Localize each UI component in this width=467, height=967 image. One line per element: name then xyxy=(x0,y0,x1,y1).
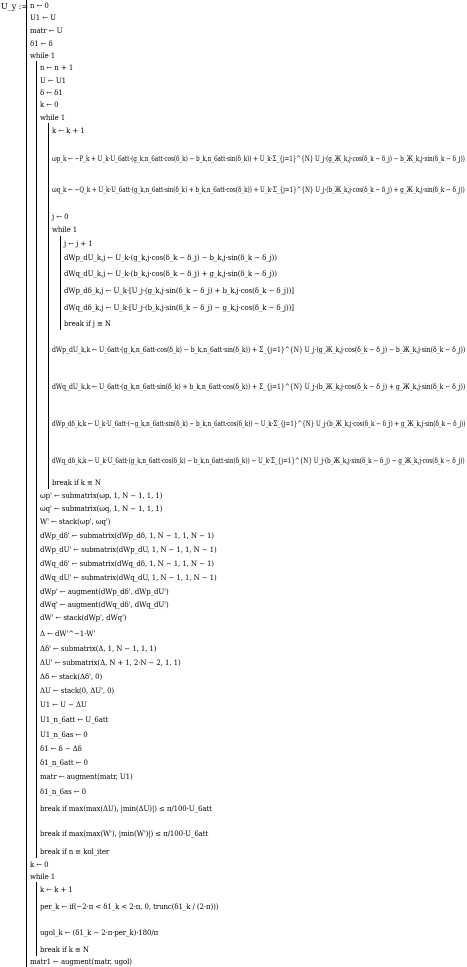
worksheet-line: break if max(max(ΔU), |min(ΔU)|) ≤ π/100·U_6att xyxy=(40,805,212,813)
worksheet-line: while 1 xyxy=(52,226,78,234)
worksheet-line: while 1 xyxy=(40,114,66,122)
worksheet-line: matr1 ← augment(matr, ugol) xyxy=(30,958,132,966)
worksheet-line: dWq_dδ_k,k ← U_k·U_6att·(g_k,n_6att·cos(δ_k) − b_k,n_6att·sin(δ_k)) − U_k·Σ_{j=1}^{N} U_j·(b_Ж_k,j·sin(δ_k − δ_j) − g_Ж_k,j·cos(δ_k − δ_j)) xyxy=(52,457,465,465)
worksheet-line: ωp_k ← −P_k + U_k·U_6att·(g_k,n_6att·cos(δ_k) − b_k,n_6att·sin(δ_k)) + U_k·Σ_{j=1}^{N} U_j·(g_Ж_k,j·cos(δ_k − δ_j) − b_Ж_k,j·sin(δ_k − δ_j)) xyxy=(52,155,465,163)
worksheet-line: break if n ≡ kol_iter xyxy=(40,848,110,856)
worksheet-line: n ← n + 1 xyxy=(40,64,74,72)
worksheet-line: while 1 xyxy=(30,873,56,881)
worksheet-line: dWq_dU_k,j ← U_k·(b_k,j·cos(δ_k − δ_j) + g_k,j·sin(δ_k − δ_j)) xyxy=(64,270,277,278)
worksheet-line: dWp_dU_k,j ← U_k·(g_k,j·cos(δ_k − δ_j) − b_k,j·sin(δ_k − δ_j)) xyxy=(64,254,277,262)
worksheet-line: Δδ' ← submatrix(Δ, 1, N − 1, 1, 1) xyxy=(40,645,157,653)
worksheet-line: dWp_dδ' ← submatrix(dWp_dδ, 1, N − 1, 1, N − 1) xyxy=(40,532,214,540)
worksheet-line: U1 ← U − ΔU xyxy=(40,701,87,709)
worksheet-line: break if k ≡ N xyxy=(40,946,89,954)
worksheet-line: dWq_dU_k,k ← U_6att·(g_k,n_6att·sin(δ_k) + b_k,n_6att·cos(δ_k)) + Σ_{j=1}^{N} U_j·(b_Ж_k,j·cos(δ_k − δ_j) + g_Ж_k,j·sin(δ_k − δ_j)) xyxy=(52,383,466,391)
worksheet-line: dWp_dU_k,k ← U_6att·(g_k,n_6att·cos(δ_k) − b_k,n_6att·sin(δ_k)) + Σ_{j=1}^{N} U_j·(g_Ж_k,j·cos(δ_k − δ_j) − b_Ж_k,j·sin(δ_k − δ_j)) xyxy=(52,346,466,354)
worksheet-line: k ← 0 xyxy=(30,861,49,869)
worksheet-line: k ← 0 xyxy=(40,101,59,109)
worksheet-line: U1_n_6att ← U_6att xyxy=(40,716,109,724)
worksheet-line: dWp_dδ_k,j ← U_k·[U_j·(g_k,j·sin(δ_k − δ_j) + b_k,j·cos(δ_k − δ_j))] xyxy=(64,287,294,295)
worksheet-line: ΔU' ← submatrix(Δ, N + 1, 2·N − 2, 1, 1) xyxy=(40,659,181,667)
worksheet-line: ugol_k ← (δ1_k − 2·π·per_k)·180/π xyxy=(40,929,159,937)
worksheet-line: δ1_n_6as ← 0 xyxy=(40,788,86,796)
program-bar-level-3 xyxy=(60,236,61,330)
worksheet-line: δ1 ← δ xyxy=(30,40,53,48)
worksheet-line: break if j ≡ N xyxy=(64,320,111,328)
worksheet-line: matr ← augment(matr, U1) xyxy=(40,773,133,781)
worksheet-line: ωq_k ← −Q_k + U_k·U_6att·(g_k,n_6att·sin(δ_k) + b_k,n_6att·cos(δ_k)) + U_k·Σ_{j=1}^{N} U_j·(b_Ж_k,j·cos(δ_k − δ_j) + g_Ж_k,j·sin(δ_k − δ_j)) xyxy=(52,186,465,194)
worksheet-line: dWq' ← augment(dWq_dδ', dWq_dU') xyxy=(40,601,169,609)
function-definition-head: U_y := xyxy=(1,2,29,11)
worksheet-line: n ← 0 xyxy=(30,2,49,10)
worksheet-line: ωq' ← submatrix(ωq, 1, N − 1, 1, 1) xyxy=(40,505,163,513)
worksheet-line: δ1_n_6att ← 0 xyxy=(40,759,88,767)
worksheet-line: δ ← δ1 xyxy=(40,89,63,97)
worksheet-line: dWp_dU' ← submatrix(dWp_dU, 1, N − 1, 1, N − 1) xyxy=(40,546,217,554)
program-bar-level-2 xyxy=(48,123,49,489)
worksheet-line: dWq_dδ_k,j ← U_k·[U_j·(b_k,j·sin(δ_k − δ_j) − g_k,j·cos(δ_k − δ_j))] xyxy=(64,304,294,312)
worksheet-line: U1 ← U xyxy=(30,14,56,22)
worksheet-line: U1_n_6as ← 0 xyxy=(40,731,88,739)
worksheet-line: δ1 ← δ − Δδ xyxy=(40,745,82,753)
worksheet-line: W' ← stack(ωp', ωq') xyxy=(40,518,111,526)
worksheet-line: k ← k + 1 xyxy=(40,886,73,894)
program-bar-level-1 xyxy=(36,61,37,858)
worksheet-line: per_k ← if(−2·π < δ1_k < 2·π, 0, trunc(δ1_k / (2·π))) xyxy=(40,903,219,911)
worksheet-line: ωp' ← submatrix(ωp, 1, N − 1, 1, 1) xyxy=(40,492,163,500)
worksheet-line: break if max(max(W'), |min(W')|) ≤ π/100·U_6att xyxy=(40,830,209,838)
worksheet-line: ΔU ← stack(0, ΔU', 0) xyxy=(40,687,115,695)
worksheet-line: dWp' ← augment(dWp_dδ', dWp_dU') xyxy=(40,588,169,596)
worksheet-line: j ← 0 xyxy=(52,213,69,221)
worksheet-line: while 1 xyxy=(30,52,56,60)
program-bar-level-0 xyxy=(26,0,27,967)
worksheet-line: Δδ ← stack(Δδ', 0) xyxy=(40,673,103,681)
program-bar-final-loop xyxy=(36,882,37,956)
worksheet-line: U ← U1 xyxy=(40,77,66,85)
worksheet-line: k ← k + 1 xyxy=(52,127,85,135)
worksheet-line: matr ← U xyxy=(30,27,63,35)
worksheet-line: Δ ← dW'^−1·W' xyxy=(40,630,96,638)
worksheet-line: dWp_dδ_k,k ← U_k·U_6att·(−g_k,n_6att·sin(δ_k) − b_k,n_6att·cos(δ_k)) − U_k·Σ_{j=1}^{N} U_j·(b_Ж_k,j·cos(δ_k − δ_j) + g_Ж_k,j·sin(δ_k − δ_j)) xyxy=(52,420,466,428)
worksheet-line: break if k ≡ N xyxy=(52,479,101,487)
worksheet-line: j ← j + 1 xyxy=(64,240,93,248)
worksheet-line: dWq_dU' ← submatrix(dWq_dU, 1, N − 1, 1, N − 1) xyxy=(40,574,217,582)
worksheet-line: dW' ← stack(dWp', dWq') xyxy=(40,614,127,622)
worksheet-line: dWq_dδ' ← submatrix(dWq_dδ, 1, N − 1, 1, N − 1) xyxy=(40,560,214,568)
